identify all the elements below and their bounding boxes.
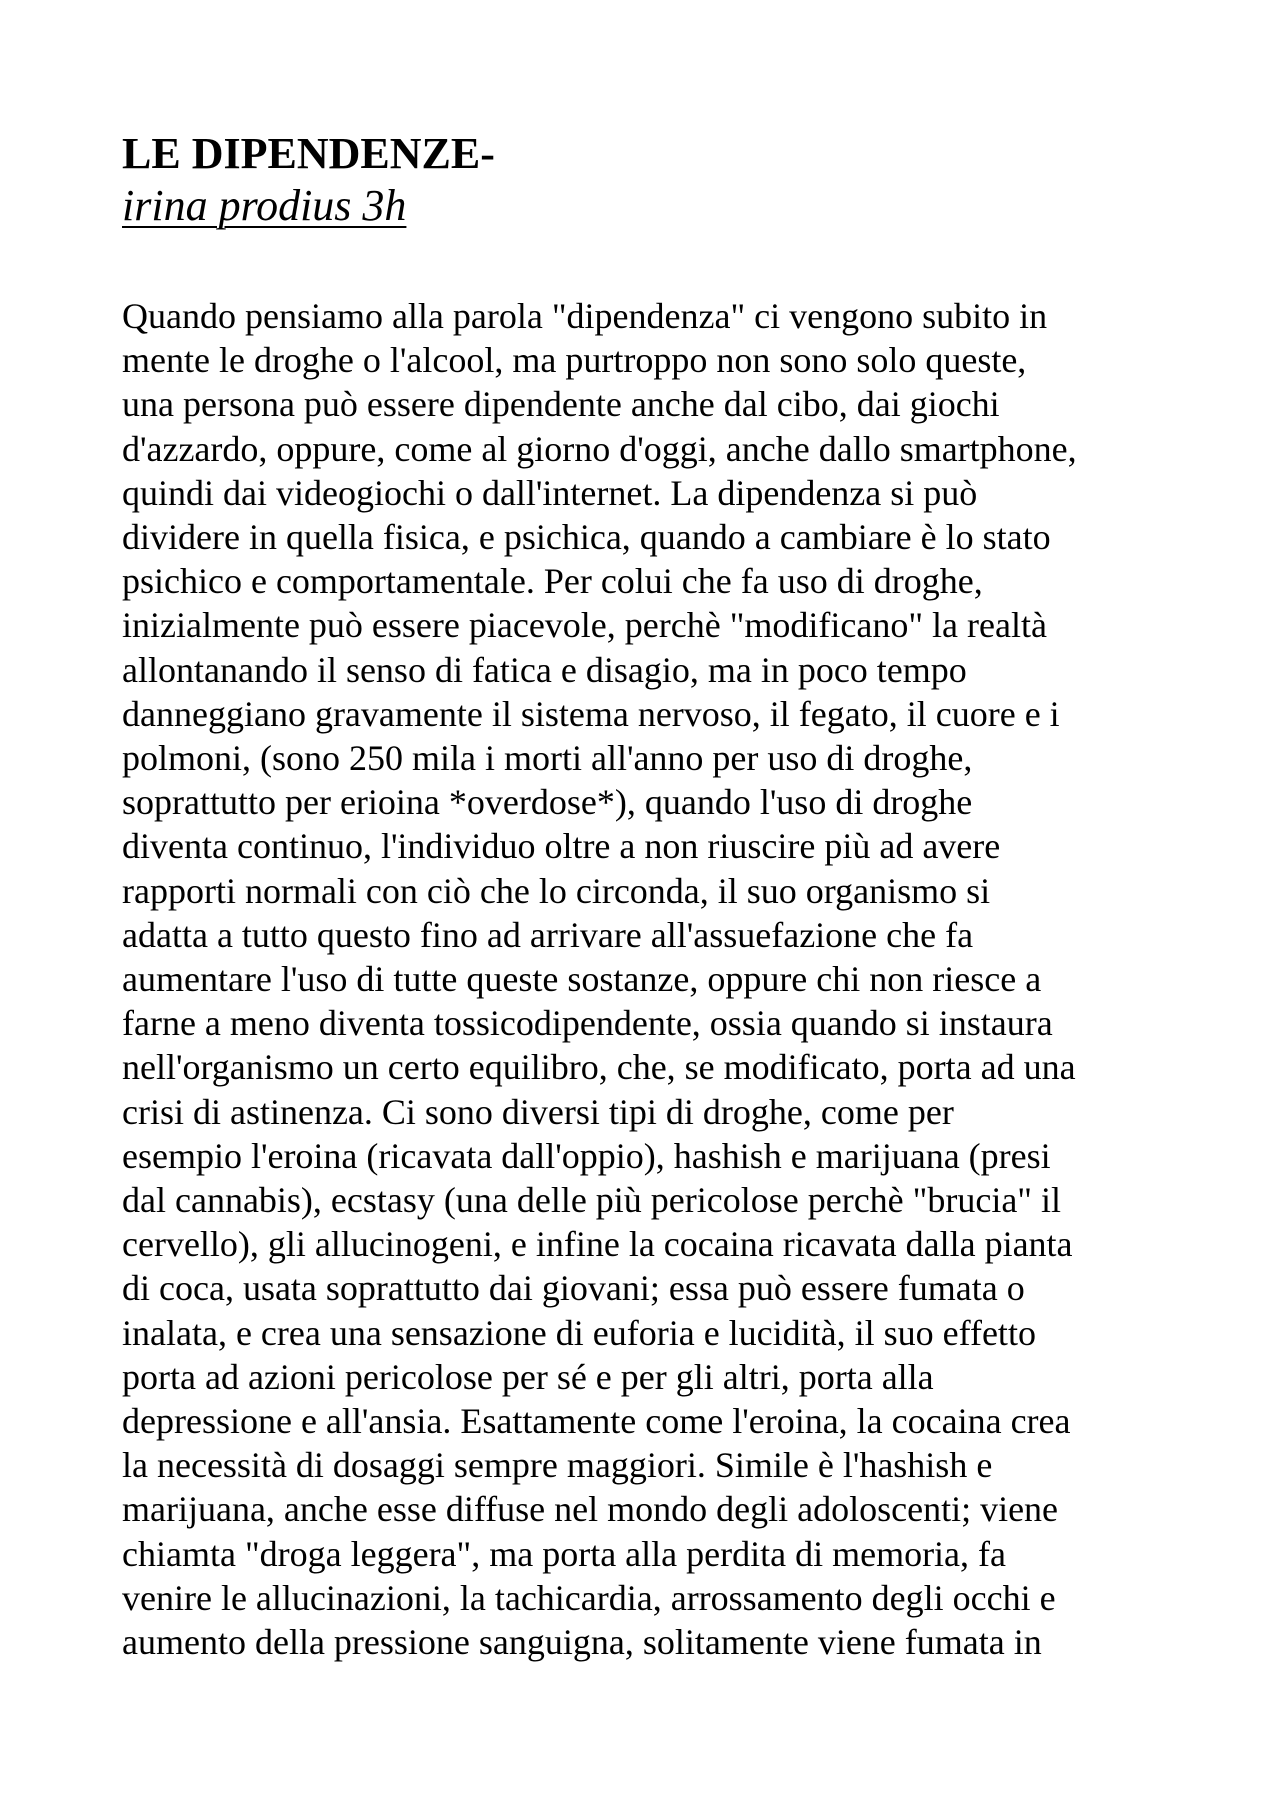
body-line: inizialmente può essere piacevole, perchè "modificano" la realtà — [122, 605, 1047, 646]
body-line: soprattutto per erioina *overdose*), quando l'uso di droghe — [122, 782, 973, 823]
document-title: LE DIPENDENZE- — [122, 129, 495, 178]
body-line: nell'organismo un certo equilibro, che, se modificato, porta ad una — [122, 1047, 1076, 1088]
body-line: d'azzardo, oppure, come al giorno d'oggi, anche dallo smartphone, — [122, 428, 1077, 469]
body-line: polmoni, (sono 250 mila i morti all'anno per uso di droghe, — [122, 738, 973, 779]
body-line: chiamta "droga leggera", ma porta alla perdita di memoria, fa — [122, 1533, 1007, 1574]
body-line: una persona può essere dipendente anche dal cibo, dai giochi — [122, 384, 1000, 425]
body-line: di coca, usata soprattutto dai giovani; essa può essere fumata o — [122, 1268, 1025, 1309]
body-line: farne a meno diventa tossicodipendente, ossia quando si instaura — [122, 1003, 1053, 1044]
body-line: porta ad azioni pericolose per sé e per gli altri, porta alla — [122, 1356, 934, 1397]
body-line: dividere in quella fisica, e psichica, quando a cambiare è lo stato — [122, 517, 1051, 558]
document-body — [122, 294, 1182, 1664]
body-line: dal cannabis), ecstasy (una delle più pericolose perchè "brucia" il — [122, 1180, 1062, 1221]
body-line: psichico e comportamentale. Per colui che fa uso di droghe, — [122, 561, 983, 602]
body-line: danneggiano gravamente il sistema nervoso, il fegato, il cuore e i — [122, 693, 1060, 734]
body-line: adatta a tutto questo fino ad arrivare all'assuefazione che fa — [122, 914, 974, 955]
body-line: quindi dai videogiochi o dall'internet. La dipendenza si può — [122, 472, 978, 513]
body-line: venire le allucinazioni, la tachicardia, arrossamento degli occhi e — [122, 1577, 1056, 1618]
body-line: crisi di astinenza. Ci sono diversi tipi di droghe, come per — [122, 1091, 954, 1132]
body-line: inalata, e crea una sensazione di euforia e lucidità, il suo effetto — [122, 1312, 1036, 1353]
body-line: depressione e all'ansia. Esattamente come l'eroina, la cocaina crea — [122, 1401, 1071, 1442]
body-line: allontanando il senso di fatica e disagio, ma in poco tempo — [122, 649, 967, 690]
body-line: cervello), gli allucinogeni, e infine la cocaina ricavata dalla pianta — [122, 1224, 1073, 1265]
body-line: aumento della pressione sanguigna, solitamente viene fumata in — [122, 1622, 1042, 1663]
body-line: esempio l'eroina (ricavata dall'oppio), hashish e marijuana (presi — [122, 1135, 1051, 1176]
body-line: aumentare l'uso di tutte queste sostanze, oppure chi non riesce a — [122, 959, 1042, 1000]
document-page — [122, 128, 1182, 1664]
document-author: irina prodius 3h — [122, 181, 407, 230]
body-line: la necessità di dosaggi sempre maggiori. Simile è l'hashish e — [122, 1445, 993, 1486]
body-line: Quando pensiamo alla parola "dipendenza" ci vengono subito in — [122, 296, 1048, 336]
body-line: diventa continuo, l'individuo oltre a non riuscire più ad avere — [122, 826, 1001, 867]
body-line: marijuana, anche esse diffuse nel mondo degli adoloscenti; viene — [122, 1489, 1059, 1530]
body-line: rapporti normali con ciò che lo circonda, il suo organismo si — [122, 870, 991, 911]
body-line: mente le droghe o l'alcool, ma purtroppo non sono solo queste, — [122, 340, 1027, 381]
